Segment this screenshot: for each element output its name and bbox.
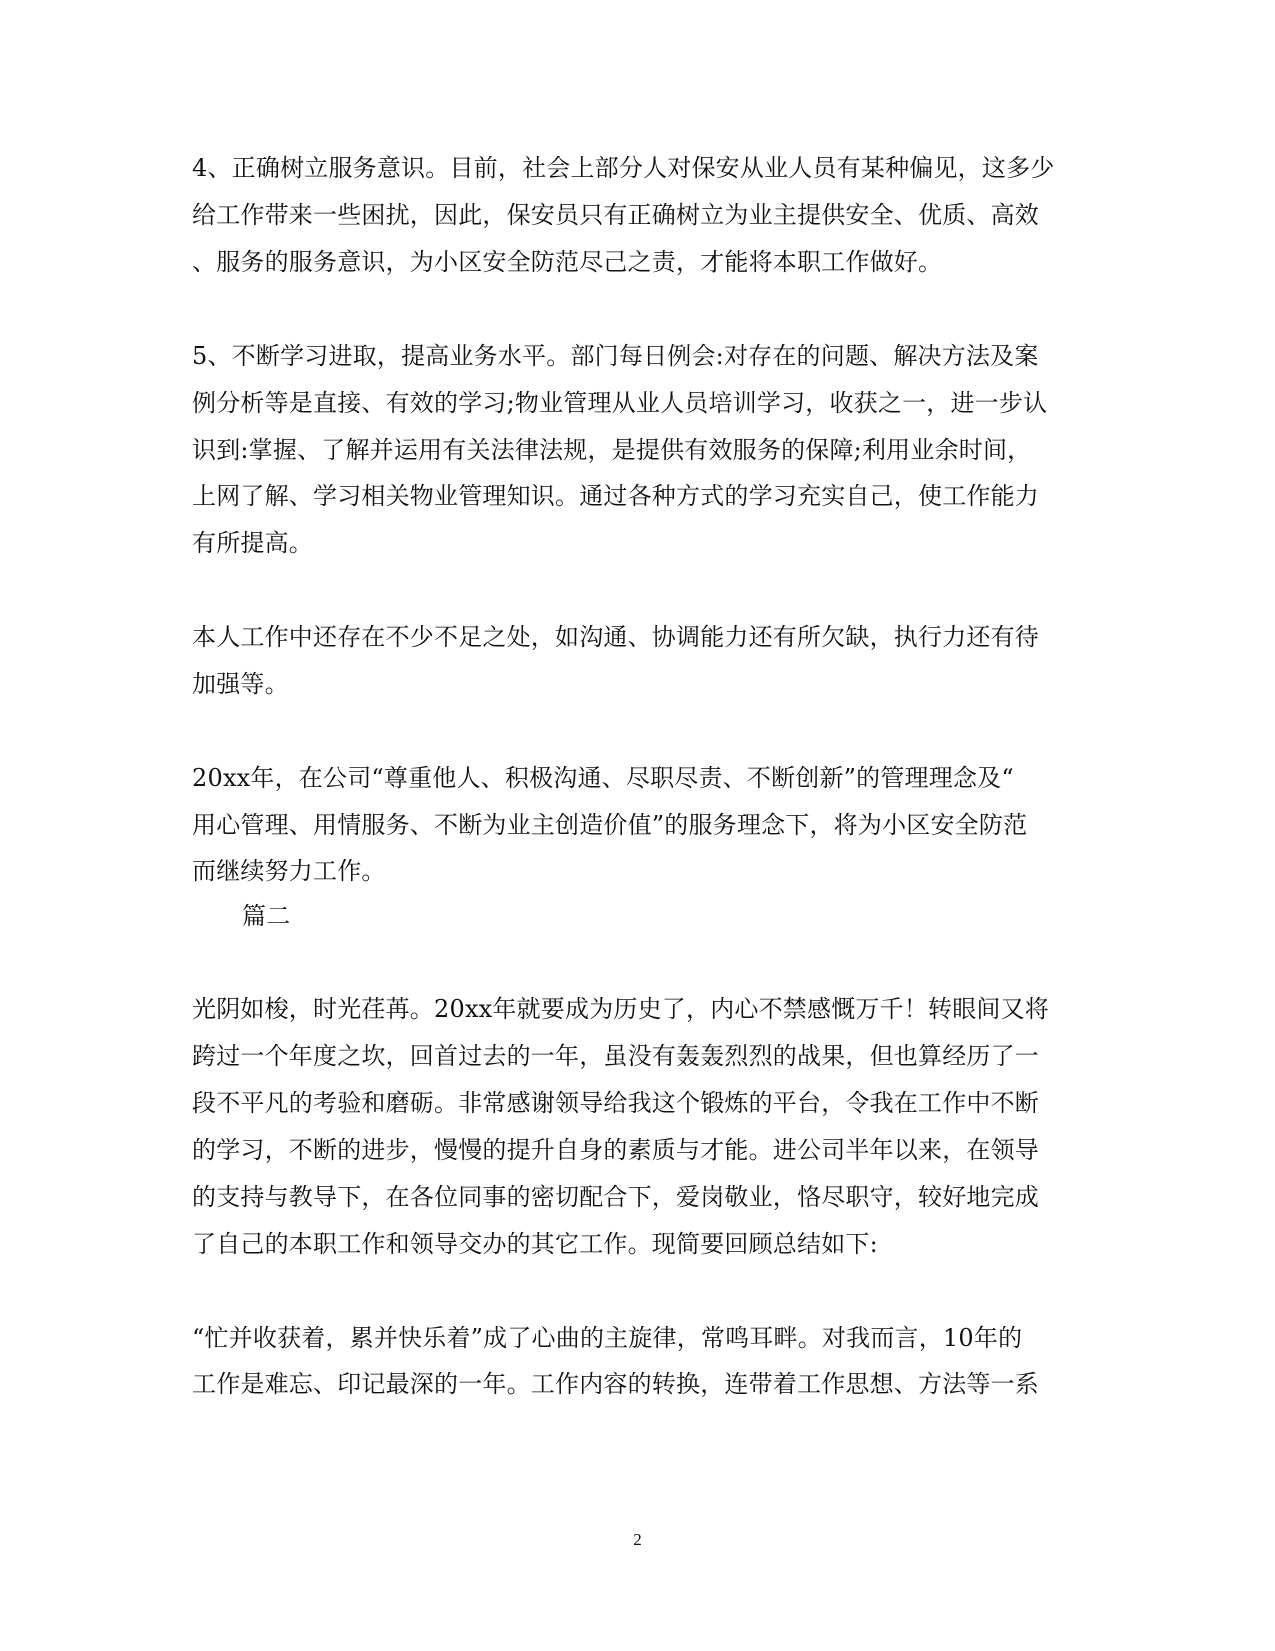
paragraph-2-line-1: 5、不断学习进取，提高业务水平。部门每日例会:对存在的问题、解决方法及案 (192, 342, 1039, 370)
paragraph-5-line-3: 段不平凡的考验和磨砺。非常感谢领导给我这个锻炼的平台，令我在工作中不断 (192, 1089, 1039, 1117)
paragraph-4-line-3: 而继续努力工作。 (192, 857, 386, 885)
paragraph-5-line-6: 了自己的本职工作和领导交办的其它工作。现简要回顾总结如下: (192, 1230, 878, 1258)
paragraph-5-line-1: 光阴如梭，时光荏苒。20xx年就要成为历史了，内心不禁感慨万千！转眼间又将 (192, 995, 1050, 1023)
paragraph-6-line-2: 工作是难忘、印记最深的一年。工作内容的转换，连带着工作思想、方法等一系 (192, 1370, 1039, 1398)
section-heading: 篇二 (242, 902, 291, 930)
page-number: 2 (633, 1530, 642, 1549)
paragraph-6-line-1: “忙并收获着，累并快乐着”成了心曲的主旋律，常鸣耳畔。对我而言，10年的 (192, 1324, 1023, 1352)
paragraph-2-line-3: 识到:掌握、了解并运用有关法律法规，是提供有效服务的保障;利用业余时间， (192, 436, 1032, 464)
paragraph-5-line-2: 跨过一个年度之坎，回首过去的一年，虽没有轰轰烈烈的战果，但也算经历了一 (192, 1042, 1039, 1070)
paragraph-1-line-3: 、服务的服务意识，为小区安全防范尽己之责，才能将本职工作做好。 (192, 248, 943, 276)
paragraph-5-line-5: 的支持与教导下，在各位同事的密切配合下，爱岗敬业，恪尽职守，较好地完成 (192, 1183, 1039, 1211)
paragraph-1-line-1: 4、正确树立服务意识。目前，社会上部分人对保安从业人员有某种偏见，这多少 (192, 154, 1055, 182)
paragraph-3-line-1: 本人工作中还存在不少不足之处，如沟通、协调能力还有所欠缺，执行力还有待 (192, 623, 1039, 651)
paragraph-4-line-2: 用心管理、用情服务、不断为业主创造价值”的服务理念下，将为小区安全防范 (192, 811, 1028, 839)
paragraph-3-line-2: 加强等。 (192, 670, 289, 698)
paragraph-1-line-2: 给工作带来一些困扰，因此，保安员只有正确树立为业主提供安全、优质、高效 (192, 201, 1039, 229)
paragraph-2-line-5: 有所提高。 (192, 529, 313, 557)
paragraph-2-line-4: 上网了解、学习相关物业管理知识。通过各种方式的学习充实自己，使工作能力 (192, 482, 1039, 510)
paragraph-2-line-2: 例分析等是直接、有效的学习;物业管理从业人员培训学习，收获之一，进一步认 (192, 389, 1048, 417)
paragraph-4-line-1: 20xx年，在公司“尊重他人、积极沟通、尽职尽责、不断创新”的管理理念及“ (192, 764, 1014, 792)
paragraph-5-line-4: 的学习，不断的进步，慢慢的提升自身的素质与才能。进公司半年以来，在领导 (192, 1136, 1039, 1164)
